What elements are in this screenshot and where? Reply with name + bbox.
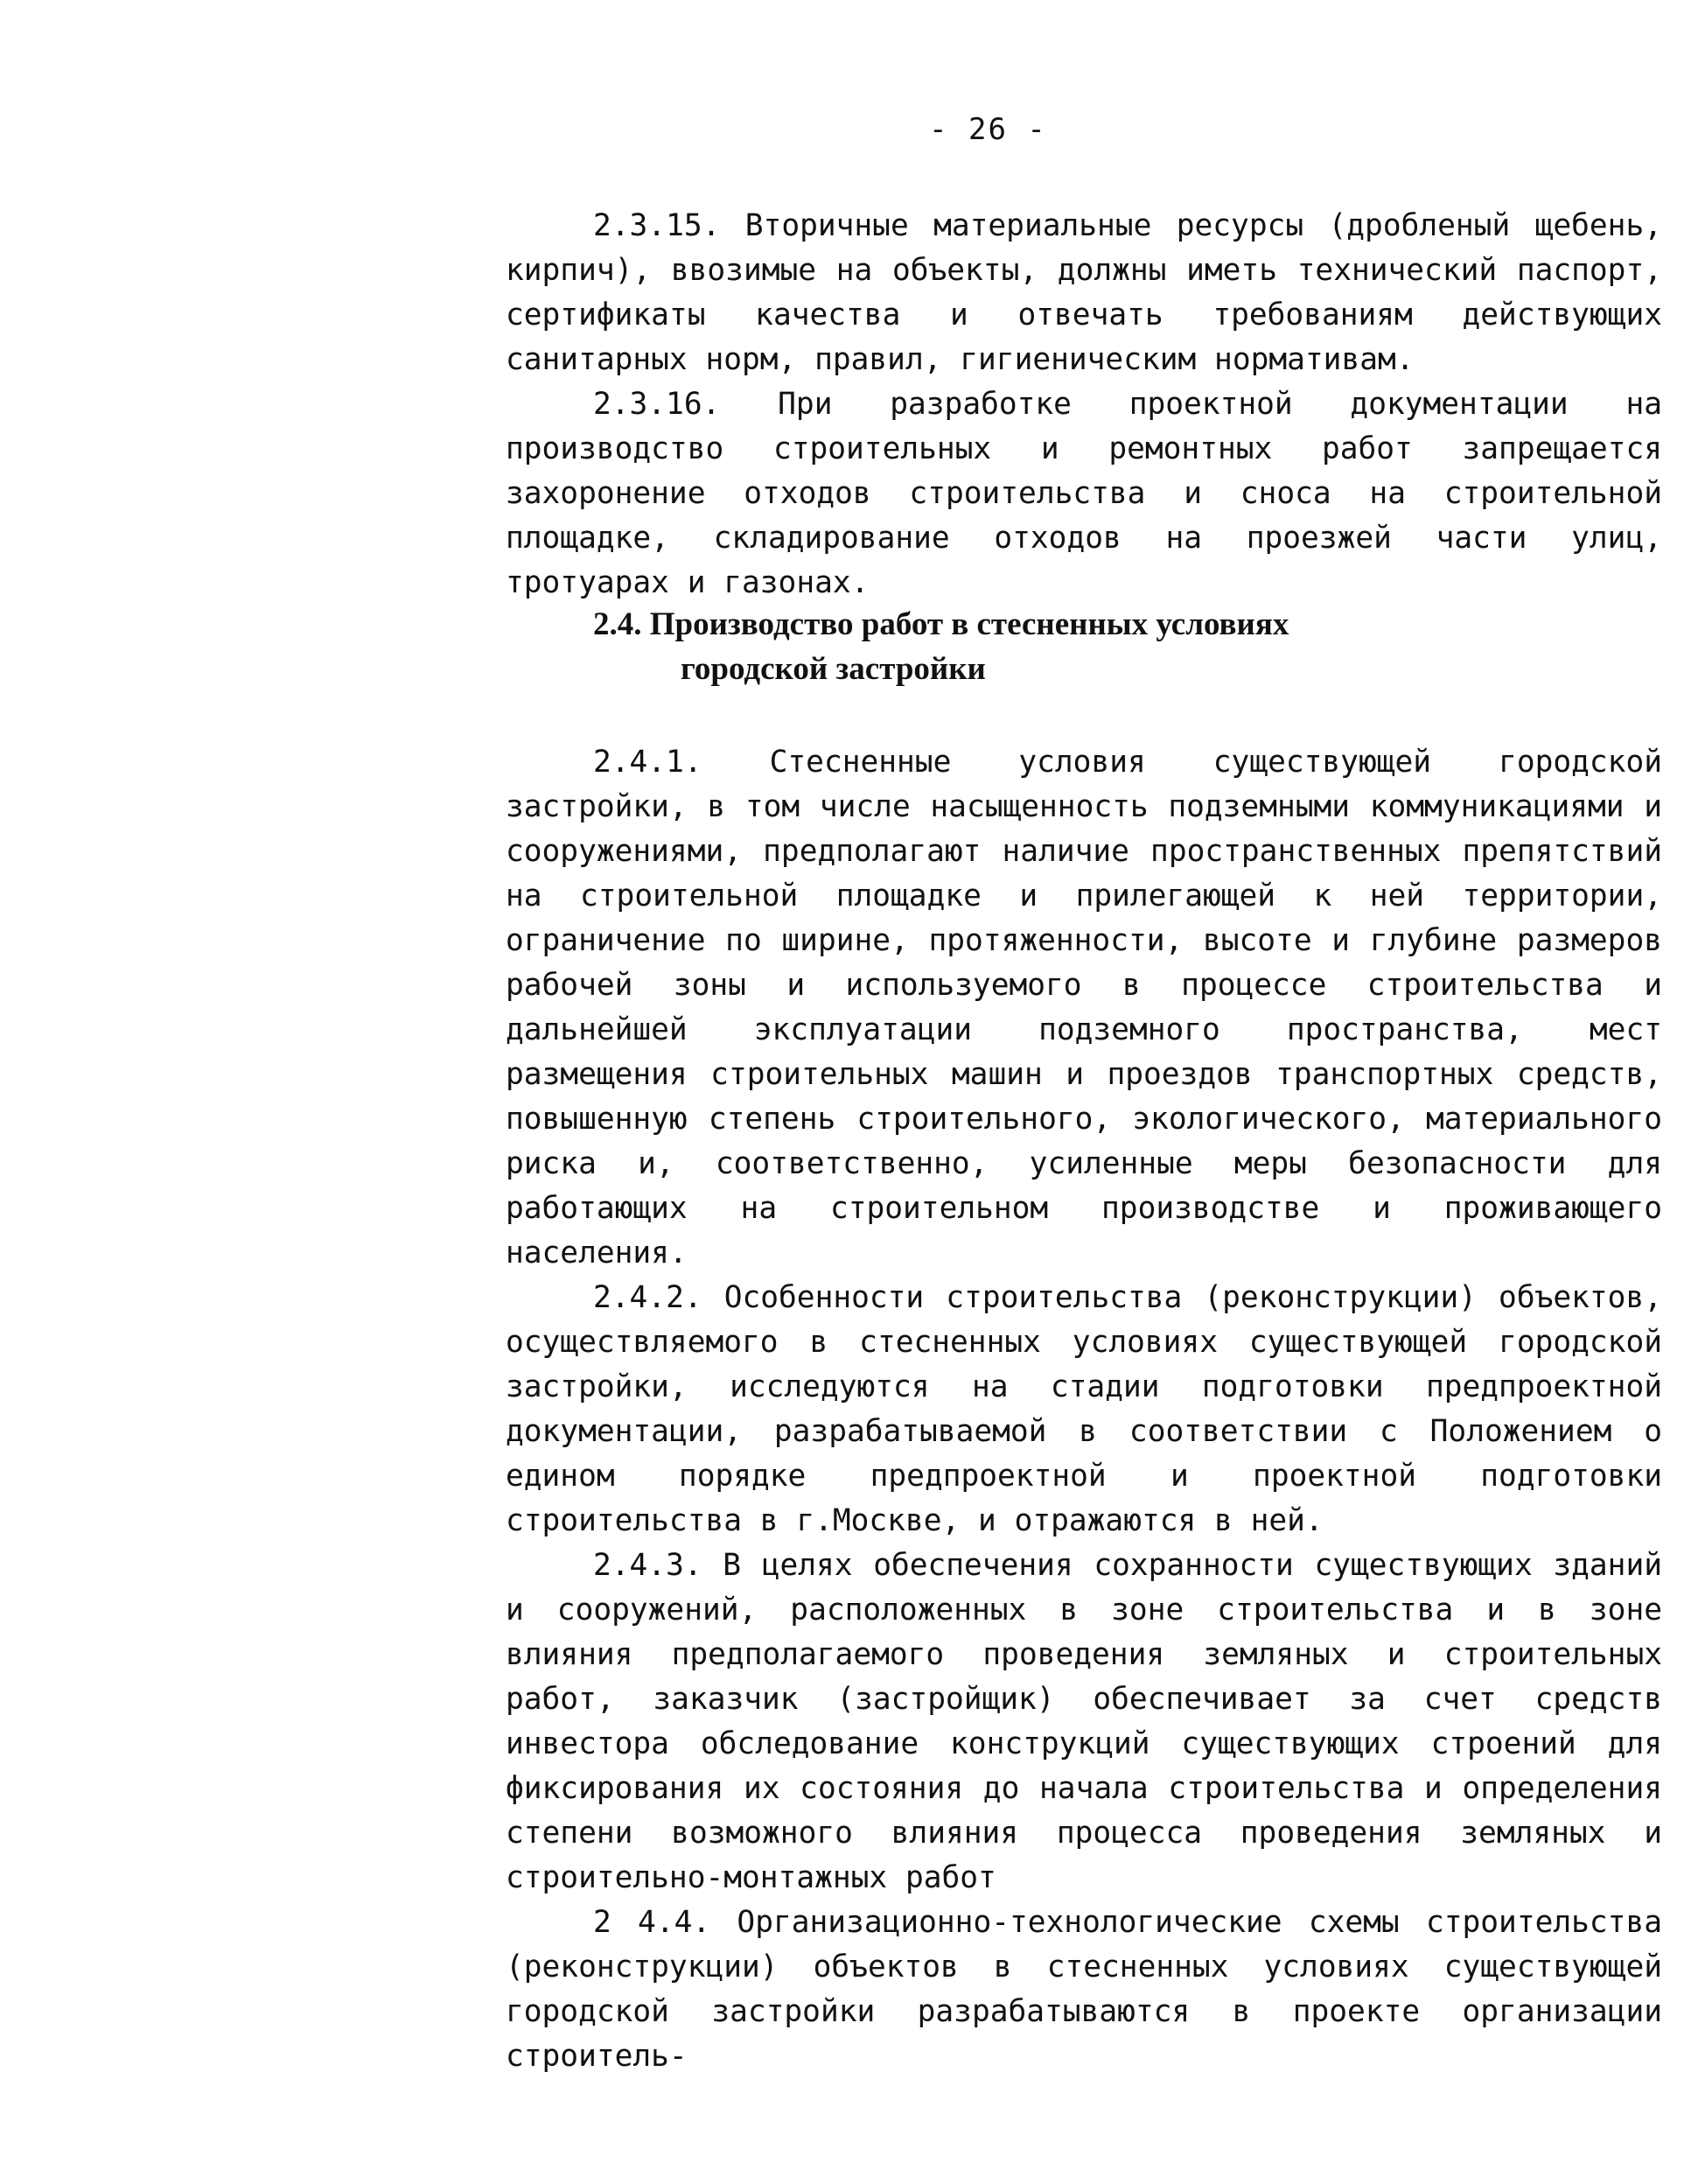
heading-line-2: городской застройки: [681, 651, 986, 687]
paragraph-2-3-15: 2.3.15. Вторичные материальные ресурсы (дробленый щебень, кирпич), ввозимые на объекты, должны иметь технический паспорт, сертификаты качества и отвечать требованиям действующих санитарных норм, правил, гигиеническим нормативам.: [506, 208, 1662, 377]
section-2-4-text: [506, 740, 1662, 2079]
page-number: - 26 -: [929, 112, 1047, 147]
section-2-3-text: [506, 204, 1662, 606]
paragraph-2-4-1: 2.4.1. Стесненные условия существующей городской застройки, в том числе насыщенность подземными коммуникациями и сооружениями, предполагают наличие пространственных препятствий на строительной площадке и прилегающей к ней территории, ограничение по ширине, протяженности, высоте и глубине размеров рабочей зоны и используемого в процессе строительства и дальнейшей эксплуатации подземного пространства, мест размещения строительных машин и проездов транспортных средств, повышенную степень строительного, экологического, материального риска и, соответственно, усиленные меры безопасности для работающих на строительном производстве и проживающего населения.: [506, 745, 1662, 1270]
paragraph-2-4-4: 2 4.4. Организационно-технологические схемы строительства (реконструкции) объектов в стесненных условиях существующей городской застройки разрабатываются в проекте организации строитель-: [506, 1905, 1662, 2074]
paragraph-2-3-16: 2.3.16. При разработке проектной документации на производство строительных и ремонтных работ запрещается захоронение отходов строительства и сноса на строительной площадке, складирование отходов на проезжей части улиц, тротуарах и газонах.: [506, 387, 1662, 600]
heading-line-1: 2.4. Производство работ в стесненных условиях: [593, 606, 1289, 642]
paragraph-2-4-3: 2.4.3. В целях обеспечения сохранности существующих зданий и сооружений, расположенных в зоне строительства и в зоне влияния предполагаемого проведения земляных и строительных работ, заказчик (застройщик) обеспечивает за счет средств инвестора обследование конструкций существующих строений для фиксирования их состояния до начала строительства и определения степени возможного влияния процесса проведения земляных и строительно-монтажных работ: [506, 1548, 1662, 1895]
section-heading-2-4: [593, 602, 1468, 691]
paragraph-2-4-2: 2.4.2. Особенности строительства (реконструкции) объектов, осуществляемого в стесненных условиях существующей городской застройки, исследуются на стадии подготовки предпроектной документации, разрабатываемой в соответствии с Положением о едином порядке предпроектной и проектной подготовки строительства в г.Москве, и отражаются в ней.: [506, 1280, 1662, 1538]
